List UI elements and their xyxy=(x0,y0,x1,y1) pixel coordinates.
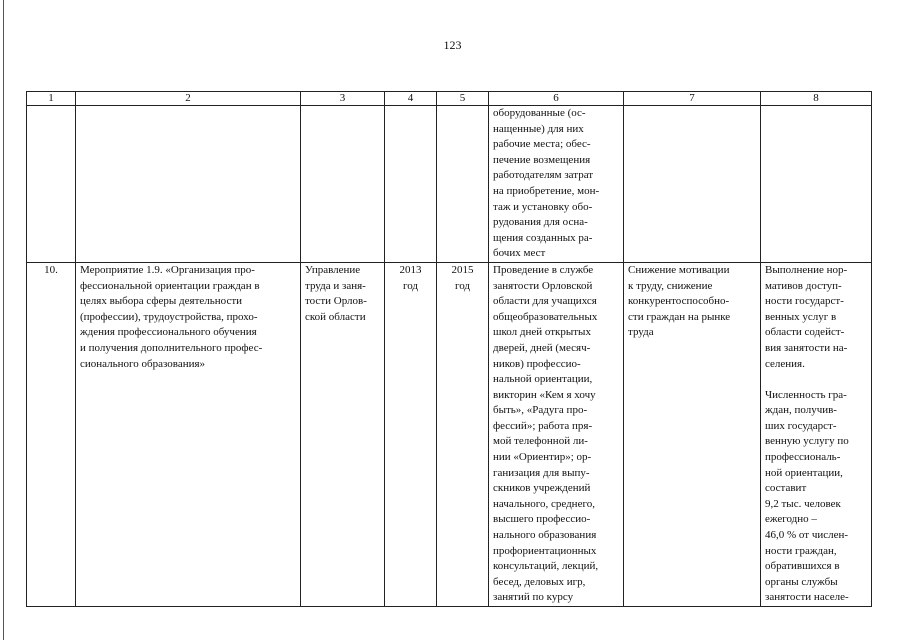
program-measures-table xyxy=(26,91,872,607)
column-number-5: 5 xyxy=(437,92,489,106)
risks-cell: Снижение мотивации к труду, снижение конкурентоспособно- сти граждан на рынке труда xyxy=(624,262,761,606)
column-number-7: 7 xyxy=(624,92,761,106)
page-number: 123 xyxy=(443,38,462,52)
page-edge-line xyxy=(3,0,4,640)
content-cell: Проведение в службе занятости Орловской области для учащихся общеобразовательных школ дней открытых дверей, дней (месяч- ников) профессио- нальной ориентации, викторин «Кем я хочу быть», «Радуга про- фессий»; работа пря- мой телефонной ли- нии «Ориентир»; ор- ганизация для выпу- скников учреждений начального, среднего, высшего профессио- нального образования профориентационных консультаций, лекций, бесед, деловых игр, занятий по курсу xyxy=(489,262,624,606)
content-cell: оборудованные (ос- нащенные) для них рабочие места; обес- печение возмещения работодателям затрат на приобретение, мон- таж и установку обо- рудования для осна- щения созданных ра- бочих мест xyxy=(489,106,624,263)
executor-cell xyxy=(301,106,385,263)
end-year-cell: 2015 год xyxy=(437,262,489,606)
result-cell: Выполнение нор- мативов доступ- ности государст- венных услуг в области содейст- вия занятости на- селения. Численность гра- ждан, получив- ших государст- венную услугу по профессиональ- ной ориентации, составит 9,2 тыс. человек ежегодно – 46,0 % от числен- ности граждан, обратившихся в органы службы занятости населе- xyxy=(761,262,872,606)
executor-cell: Управление труда и заня- тости Орлов- ской области xyxy=(301,262,385,606)
column-number-1: 1 xyxy=(27,92,76,106)
row-number-cell xyxy=(27,106,76,263)
row-number-cell: 10. xyxy=(27,262,76,606)
column-number-8: 8 xyxy=(761,92,872,106)
table-row-measure-10 xyxy=(27,262,872,606)
result-cell xyxy=(761,106,872,263)
table-row-continued xyxy=(27,106,872,263)
column-number-4: 4 xyxy=(385,92,437,106)
column-number-row xyxy=(27,92,872,106)
end-year-cell xyxy=(437,106,489,263)
measure-cell: Мероприятие 1.9. «Организация про- фессиональной ориентации граждан в целях выбора сферы деятельности (профессии), трудоустройства, прохо- ждения профессионального обучения и получения дополнительного профес- сионального образования» xyxy=(76,262,301,606)
start-year-cell: 2013 год xyxy=(385,262,437,606)
column-number-3: 3 xyxy=(301,92,385,106)
start-year-cell xyxy=(385,106,437,263)
risks-cell xyxy=(624,106,761,263)
column-number-2: 2 xyxy=(76,92,301,106)
measure-cell xyxy=(76,106,301,263)
column-number-6: 6 xyxy=(489,92,624,106)
